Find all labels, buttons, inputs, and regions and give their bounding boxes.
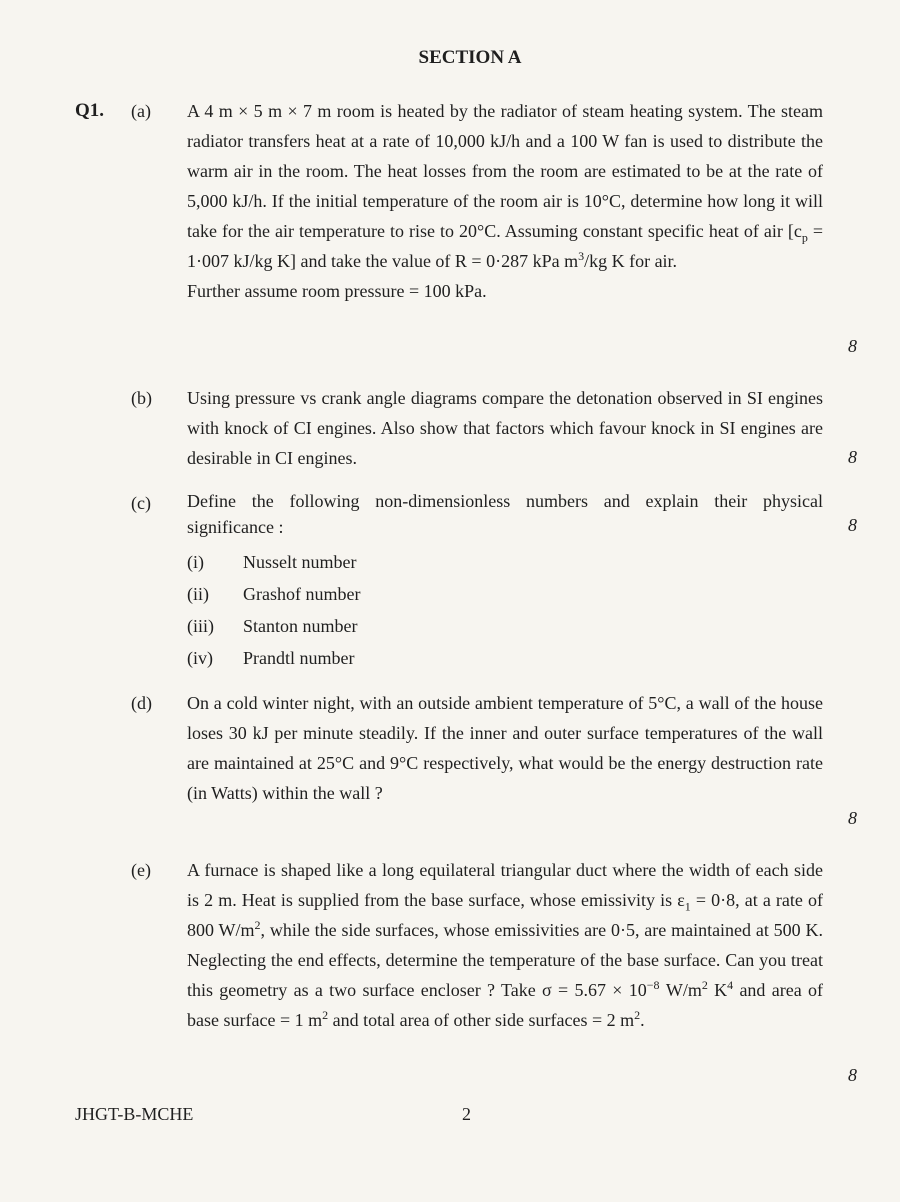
part-c-label: (c) xyxy=(131,493,151,513)
list-item: (iii) Stanton number xyxy=(187,616,358,636)
part-d-marks: 8 xyxy=(848,808,857,828)
question-number: Q1. xyxy=(75,100,105,121)
part-b-marks: 8 xyxy=(848,447,857,467)
part-d-text: On a cold winter night, with an outside ambient temperature of 5°C, a wall of the house loses 30 kJ per minute steadily. If the inner and outer surface temperatures of the wall are maintained at 25°C and 9°C respectively, what would be the energy destruction rate (in Watts) within the wall ? xyxy=(187,693,823,803)
part-a-text-2: = 1·007 kJ/kg K] and take the value of R = 0·287 kPa m xyxy=(187,221,824,271)
part-a-marks: 8 xyxy=(848,336,857,356)
page-number: 2 xyxy=(462,1104,471,1124)
part-a-label: (a) xyxy=(131,101,151,121)
list-item: (i) Nusselt number xyxy=(187,552,357,572)
part-a-text-4: Further assume room pressure = 100 kPa. xyxy=(187,281,487,301)
part-c-intro: Define the following non-dimensionless numbers and explain their physical significance : xyxy=(187,491,823,537)
list-item: (ii) Grashof number xyxy=(187,584,361,604)
part-c-marks: 8 xyxy=(848,515,857,535)
part-a-sup-3: 3 xyxy=(578,249,585,263)
part-e-text: A furnace is shaped like a long equilateral triangular duct where the width of each side is 2 m. Heat is supplied from the base surface, whose emissivity is $\varepsilon_1 = 0\cdot 8$, at a rate of 800 $W/m^2$, while the side surfaces, whose emissivities are 0·5, are maintained at 500 K. Neglecting the end effects, determine the temperature of the base surface. Can you treat this geometry as a two surface encloser ? Take $\sigma = 5.67 \times 10^{-8}$ $W/m^2$ $K^4$ and area of base surface = 1 $m^2$ and total area of other side surfaces = 2 $m^2$. xyxy=(187,860,823,1030)
list-item: (iv) Prandtl number xyxy=(187,648,355,668)
part-a-text-1: A 4 m × 5 m × 7 m room is heated by the radiator of steam heating system. The steam radiator transfers heat at a rate of 10,000 kJ/h and a 100 W fan is used to distribute the warm air in the room. The heat losses from the room are estimated to be at the rate of 5,000 kJ/h. If the initial temperature of the room air is 10°C, determine how long it will take for the air temperature to rise to 20°C. Assuming constant specific heat of air [c xyxy=(187,101,823,241)
paper-code: JHGT-B-MCHE xyxy=(75,1104,194,1124)
part-c-list xyxy=(187,546,823,674)
part-b-label: (b) xyxy=(131,388,152,408)
part-e-label: (e) xyxy=(131,860,151,880)
part-c-text xyxy=(187,488,823,674)
part-b-text: Using pressure vs crank angle diagrams compare the detonation observed in SI engines with knock of CI engines. Also show that factors which favour knock in SI engines are desirable in CI engines. xyxy=(187,388,823,468)
part-d-label: (d) xyxy=(131,693,152,713)
part-e-marks: 8 xyxy=(848,1065,857,1085)
part-a-text xyxy=(187,96,823,306)
part-a-text-3: /kg K for air. xyxy=(584,251,678,271)
section-title: SECTION A xyxy=(418,47,522,68)
part-a-sub-p: p xyxy=(801,230,808,245)
